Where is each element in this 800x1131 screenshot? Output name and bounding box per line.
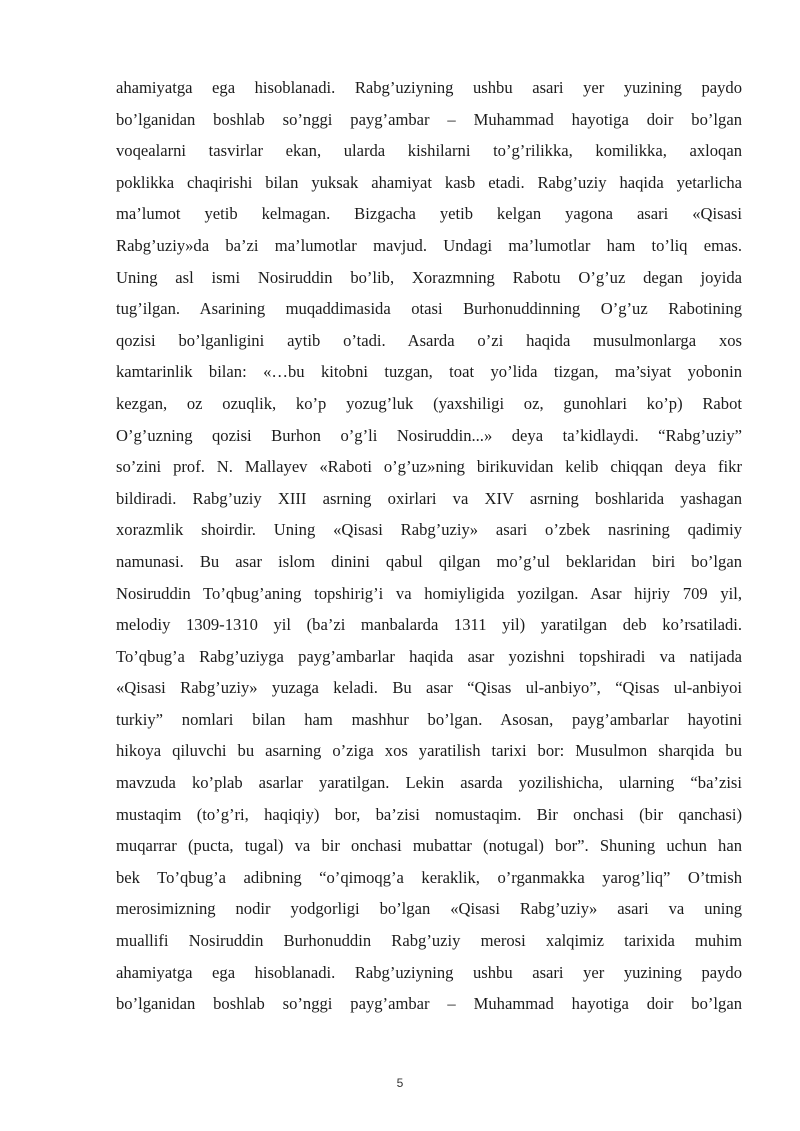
text-line: xorazmlik shoirdir. Uning «Qisasi Rabg’uziy» asari o’zbek nasrining qadimiy (116, 520, 742, 540)
text-line: Rabg’uziy»da ba’zi ma’lumotlar mavjud. Undagi ma’lumotlar ham to’liq emas. (116, 235, 742, 255)
text-line: poklikka chaqirishi bilan yuksak ahamiyat kasb etadi. Rabg’uziy haqida yetarlicha (116, 172, 742, 192)
text-line: To’qbug’a Rabg’uziyga payg’ambarlar haqida asar yozishni topshiradi va natijada (116, 646, 742, 666)
text-line: namunasi. Bu asar islom dinini qabul qilgan mo’g’ul beklaridan biri bo’lgan (116, 551, 742, 571)
text-line: melodiy 1309-1310 yil (ba’zi manbalarda 1311 yil) yaratilgan deb ko’rsatiladi. (116, 615, 742, 635)
text-line: turkiy” nomlari bilan ham mashhur bo’lgan. Asosan, payg’ambarlar hayotini (116, 709, 742, 729)
text-line: muqarrar (pucta, tugal) va bir onchasi mubattar (notugal) bor”. Shuning uchun han (116, 836, 742, 856)
text-line: voqealarni tasvirlar ekan, ularda kishilarni to’g’rilikka, komilikka, axloqan (116, 141, 742, 161)
text-line: kamtarinlik bilan: «…bu kitobni tuzgan, toat yo’lida tizgan, ma’siyat yobonin (116, 362, 742, 382)
text-line: ahamiyatga ega hisoblanadi. Rabg’uziyning ushbu asari yer yuzining paydo (116, 78, 742, 97)
text-line: ma’lumot yetib kelmagan. Bizgacha yetib kelgan yagona asari «Qisasi (116, 204, 742, 224)
text-line: «Qisasi Rabg’uziy» yuzaga keladi. Bu asar “Qisas ul-anbiyo”, “Qisas ul-anbiyoi (116, 678, 742, 698)
text-line: kezgan, oz ozuqlik, ko’p yozug’luk (yaxshiligi oz, gunohlari ko’p) Rabot (116, 393, 742, 413)
text-line: O’g’uzning qozisi Burhon o’g’li Nosiruddin...» deya ta’kidlaydi. “Rabg’uziy” (116, 425, 742, 445)
text-line: bo’lganidan boshlab so’nggi payg’ambar – Muhammad hayotiga doir bo’lgan (116, 109, 742, 129)
text-line: mavzuda ko’plab asarlar yaratilgan. Lekin asarda yozilishicha, ularning “ba’zisi (116, 773, 742, 793)
text-line: hikoya qiluvchi bu asarning o’ziga xos yaratilish tarixi bor: Musulmon sharqida bu (116, 741, 742, 761)
text-line: qozisi bo’lganligini aytib o’tadi. Asarda o’zi haqida musulmonlarga xos (116, 330, 742, 350)
text-line: muallifi Nosiruddin Burhonuddin Rabg’uziy merosi xalqimiz tarixida muhim (116, 931, 742, 951)
text-line: ahamiyatga ega hisoblanadi. Rabg’uziyning ushbu asari yer yuzining paydo (116, 962, 742, 982)
text-line: bo’lganidan boshlab so’nggi payg’ambar – Muhammad hayotiga doir bo’lgan (116, 994, 742, 1014)
body-text (116, 72, 742, 1020)
page-number: 5 (396, 1076, 404, 1090)
text-line: bildiradi. Rabg’uziy XIII asrning oxirlari va XIV asrning boshlarida yashagan (116, 488, 742, 508)
text-line: Uning asl ismi Nosiruddin bo’lib, Xorazmning Rabotu O’g’uz degan joyida (116, 267, 742, 287)
text-line: Nosiruddin To’qbug’aning topshirig’i va homiyligida yozilgan. Asar hijriy 709 yil, (116, 583, 742, 603)
text-line: merosimizning nodir yodgorligi bo’lgan «Qisasi Rabg’uziy» asari va uning (116, 899, 742, 919)
text-line: tug’ilgan. Asarining muqaddimasida otasi Burhonuddinning O’g’uz Rabotining (116, 299, 742, 319)
text-line: mustaqim (to’g’ri, haqiqiy) bor, ba’zisi nomustaqim. Bir onchasi (bir qanchasi) (116, 804, 742, 824)
text-line: so’zini prof. N. Mallayev «Raboti o’g’uz»ning birikuvidan kelib chiqqan deya fikr (116, 457, 742, 477)
text-line: bek To’qbug’a adibning “o’qimoqg’a keraklik, o’rganmakka yarog’liq” O’tmish (116, 867, 742, 887)
